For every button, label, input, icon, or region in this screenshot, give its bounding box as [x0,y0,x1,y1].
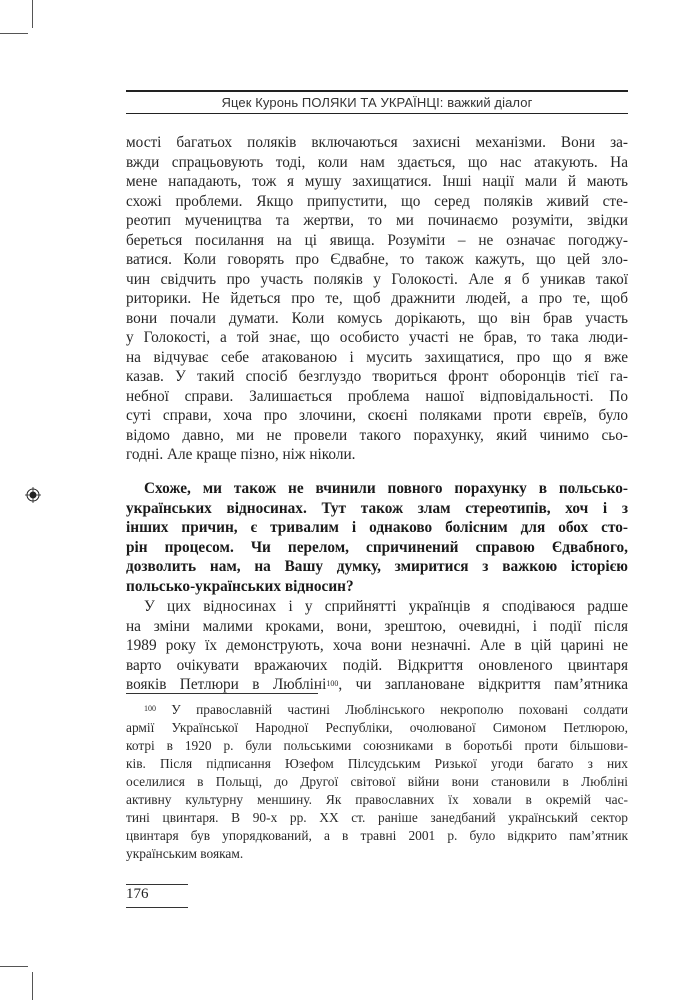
text-line: казав. У такий спосіб безглуздо твориться фронт оборонців тієї га- [126,368,628,385]
question-line: інших причин, є тривалим і однаково болісним для обох сто- [126,519,628,536]
text-line: реотип мучеництва та жертви, то ми починаємо розуміти, звідки [126,212,628,229]
footnote-line: ків. Після підписання Юзефом Пілсудським Ризької угоди багато з них [126,756,628,771]
text-line: на відчуває себе атакованою і мусить захищатися, про що я вже [126,348,628,366]
text-line: схожі проблеми. Якщо припустити, що серед поляків живий сте- [126,192,628,210]
text-line: варто очікувати вражаючих подій. Відкриття оновленого цвинтаря [126,656,628,674]
text-line: ватися. Коли говорять про Єдвабне, то також кажуть, що цей зло- [126,251,628,268]
header-top-rule [126,90,628,92]
text-line: вжди спрацьовують тоді, коли нам здається, що нас атакують. На [126,153,628,171]
text-line: вони почали думати. Коли комусь дорікають, що він брав участь [126,309,628,327]
text-line: У цих відносинах і у сприйнятті українців я сподіваюся радше [144,598,628,615]
question-line: польсько-українських відносин? [126,577,354,595]
text-line: чин свідчить про участь поляків у Голокості. Але я б уникав такої [126,270,628,288]
footnote-line: активну культурну меншину. Як православних їх ховали в окремій час- [126,792,628,807]
text-line: відомо давно, ми не провели такого порахунку, який чинимо сьо- [126,426,628,444]
registration-mark-icon [25,487,41,503]
text-fragment: , чи заплановане відкриття пам’ятника [338,676,629,693]
page-number-bottom-rule [126,907,188,908]
footnote-reference[interactable]: 100 [326,679,339,688]
crop-mark-top-vertical [32,0,33,28]
running-header-title: Яцек Куронь ПОЛЯКИ ТА УКРАЇНЦІ: важкий діалог [221,95,533,110]
footnote-line: цвинтаря був упорядкований, а в травні 2001 р. було відкрито пам’ятник [126,828,628,843]
footnote-separator [126,693,318,694]
question-line: українських відносинах. Тут також злам стереотипів, хоч і з [126,499,628,517]
text-fragment: вояків Петлюри в Любліні [126,676,327,693]
text-line: мене нападають, тож я мушу захищатися. Інші нації мали й мають [126,173,628,190]
crop-mark-bottom-horizontal [0,966,28,967]
text-fragment: У православній частині Люблінського некрополю поховані солдати [156,702,628,717]
text-line: суті справи, хоча про злочини, скоєні поляками проти євреїв, було [126,407,628,424]
text-line: береться посилання на ці явища. Розуміти – не означає погоджу- [126,231,628,249]
text-line: годні. Але краще пізно, ніж ніколи. [126,446,356,463]
page-number: 176 [126,886,149,902]
footnote-line: тині цвинтаря. В 90-х рр. XX ст. раніше занедбаний український сектор [126,810,628,825]
header-bottom-rule [126,113,628,114]
text-line [126,675,628,695]
footnote-line: українським воякам. [126,846,244,861]
page-number-top-rule [126,884,188,885]
text-line: у Голокості, а той знає, що особисто участі не брав, то така люди- [126,329,628,346]
crop-mark-bottom-vertical [32,972,33,1000]
text-line: риторики. Не йдеться про те, щоб дражнити людей, а про те, щоб [126,290,628,307]
footnote-line: котрі в 1920 р. були польськими союзниками в боротьбі проти більшови- [126,738,628,753]
text-line: на зміни малими кроками, вони, зрештою, очевидні, і події після [126,617,628,635]
footnote-line [126,701,628,719]
text-line: небної справи. Залишається проблема нашої відповідальності. По [126,387,628,405]
question-line: Схоже, ми також не вчинили повного порахунку в польсько- [144,480,628,497]
text-line: мості багатьох поляків включаються захисні механізми. Вони за- [126,134,628,151]
question-line: дозволить нам, на Вашу думку, змиритися з важкою історією [126,558,628,575]
footnote-line: армії Української Народної Республіки, очолюваної Симоном Петлюрою, [126,720,628,735]
text-line: 1989 року їх демонструють, хоча вони незначні. Але в цій царині не [126,637,628,654]
question-line: рін процесом. Чи перелом, спричинений справою Єдвабного, [126,538,628,556]
footnote-line: оселилися в Польщі, до Другої світової війни вони становили в Любліні [126,774,628,789]
footnote-number: 100 [144,704,156,713]
crop-mark-top-horizontal [0,33,28,34]
